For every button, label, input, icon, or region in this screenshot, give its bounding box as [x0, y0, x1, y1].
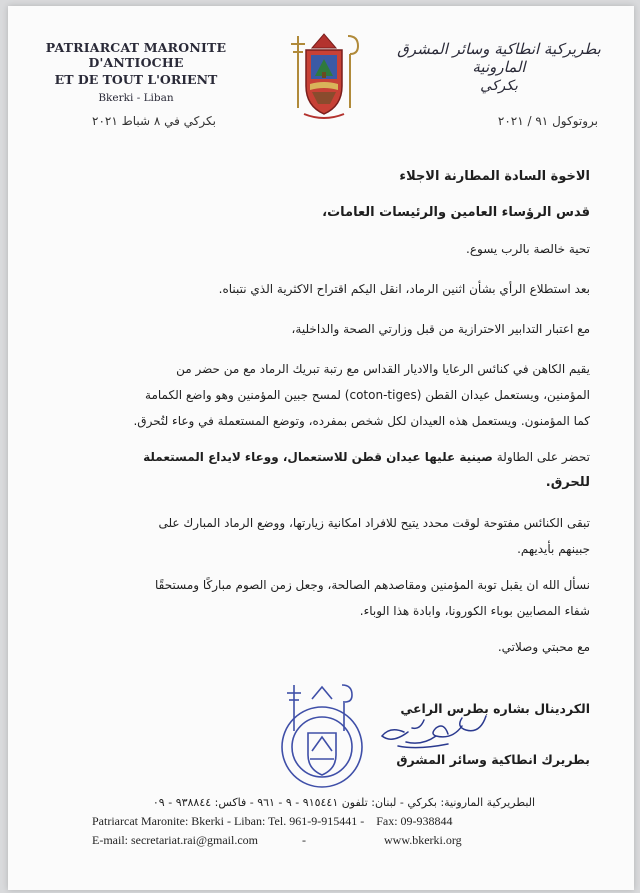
paragraph-table-line1	[60, 444, 590, 470]
letter-date: بكركي في ٨ شباط ٢٠٢١	[92, 114, 216, 128]
salutation-bishops: الاخوة السادة المطارنة الاجلاء	[399, 169, 590, 184]
header-fr-location: Bkerki - Liban	[98, 92, 174, 104]
header-arabic	[384, 40, 614, 94]
header-french	[36, 40, 236, 104]
letter-sheet	[8, 6, 634, 890]
paragraph-table-line2: للحرق.	[545, 475, 590, 490]
paragraph-prayer-line1: نسأل الله ان يقبل توبة المؤمنين ومقاصدهم الصالحة، وجعل زمن الصوم مباركًا ومستحقًا	[155, 578, 590, 592]
paragraph-prayer-line2: شفاء المصابين بوباء الكورونا، وابادة هذا الوباء.	[359, 604, 590, 618]
signatory-name: الكردينال بشاره بطرس الراعي	[400, 701, 590, 716]
footer-fax: Fax: 09-938844	[376, 814, 453, 828]
footer-website[interactable]: www.bkerki.org	[383, 833, 462, 847]
greeting: تحية خالصة بالرب يسوع.	[466, 242, 590, 256]
closing: مع محبتي وصلاتي.	[497, 640, 590, 654]
paragraph-survey: بعد استطلاع الرأي بشأن اثنين الرماد، انقل اليكم اقتراح الاكثرية الذي نتبناه.	[218, 282, 590, 296]
footer-contact	[8, 833, 634, 848]
rite-line2-start: المؤمنين، ويستعمل عيدان القطن	[425, 388, 590, 402]
signatory-title: بطريرك انطاكية وسائر المشرق	[396, 752, 590, 767]
header-fr-line2: ET DE TOUT L'ORIENT	[54, 72, 218, 87]
protocol-number: بروتوكول ٩١ / ٢٠٢١	[497, 114, 598, 128]
table-line1-bold: صينية عليها عيدان قطن للاستعمال، ووعاء لايداع المستعملة	[143, 450, 493, 464]
rite-line2-end: لمسح جبين المؤمنين وهو واضع الكمامة	[145, 388, 341, 402]
header-ar-line1: بطريركية انطاكية وسائر المشرق المارونية	[397, 40, 601, 76]
paragraph-rite-line1: يقيم الكاهن في كنائس الرعايا والاديار القداس مع رتبة تبريك الرماد مع من حضر من	[176, 362, 590, 376]
patriarchal-crest-icon	[284, 28, 364, 123]
letterhead-footer	[8, 796, 634, 848]
signature-block	[390, 701, 590, 767]
footer-dash: -	[301, 833, 306, 847]
footer-french-address	[8, 814, 634, 829]
letter-body	[60, 164, 590, 660]
header-fr-line1: PATRIARCAT MARONITE D'ANTIOCHE	[45, 40, 227, 70]
salutation-superiors: قدس الرؤساء العامين والرئيسات العامات،	[322, 205, 590, 220]
table-line1-start: تحضر على الطاولة	[496, 450, 590, 464]
header-ar-location: بكركي	[480, 78, 518, 94]
coton-tiges-term: (coton-tiges)	[344, 388, 422, 402]
footer-arabic-address: البطريركية المارونية: بكركي - لبنان: تلفون ٩١٥٤٤١ - ٩ - ٩٦١ - فاكس: ٩٣٨٨٤٤ - ٠٩	[152, 796, 536, 809]
paragraph-rite-line2	[60, 382, 590, 408]
paragraph-precautions: مع اعتبار التدابير الاحترازية من قبل وزارتي الصحة والداخلية،	[291, 322, 590, 336]
footer-address-text: Patriarcat Maronite: Bkerki - Liban: Tel. 961-9-915441 -	[92, 814, 365, 828]
paragraph-churches-line1: تبقى الكنائس مفتوحة لوقت محدد يتيح للافراد امكانية زيارتها، ووضع الرماد المبارك على	[158, 516, 590, 530]
footer-email[interactable]: E-mail: secretariat.rai@gmail.com	[92, 833, 258, 847]
paragraph-rite-line3: كما المؤمنون. ويستعمل هذه العيدان لكل شخص بمفرده، وتوضع المستعملة في وعاء لتُحرق.	[133, 414, 590, 428]
patriarchal-seal-icon	[272, 681, 372, 791]
paragraph-churches-line2: جبينهم بأيديهم.	[517, 542, 590, 556]
